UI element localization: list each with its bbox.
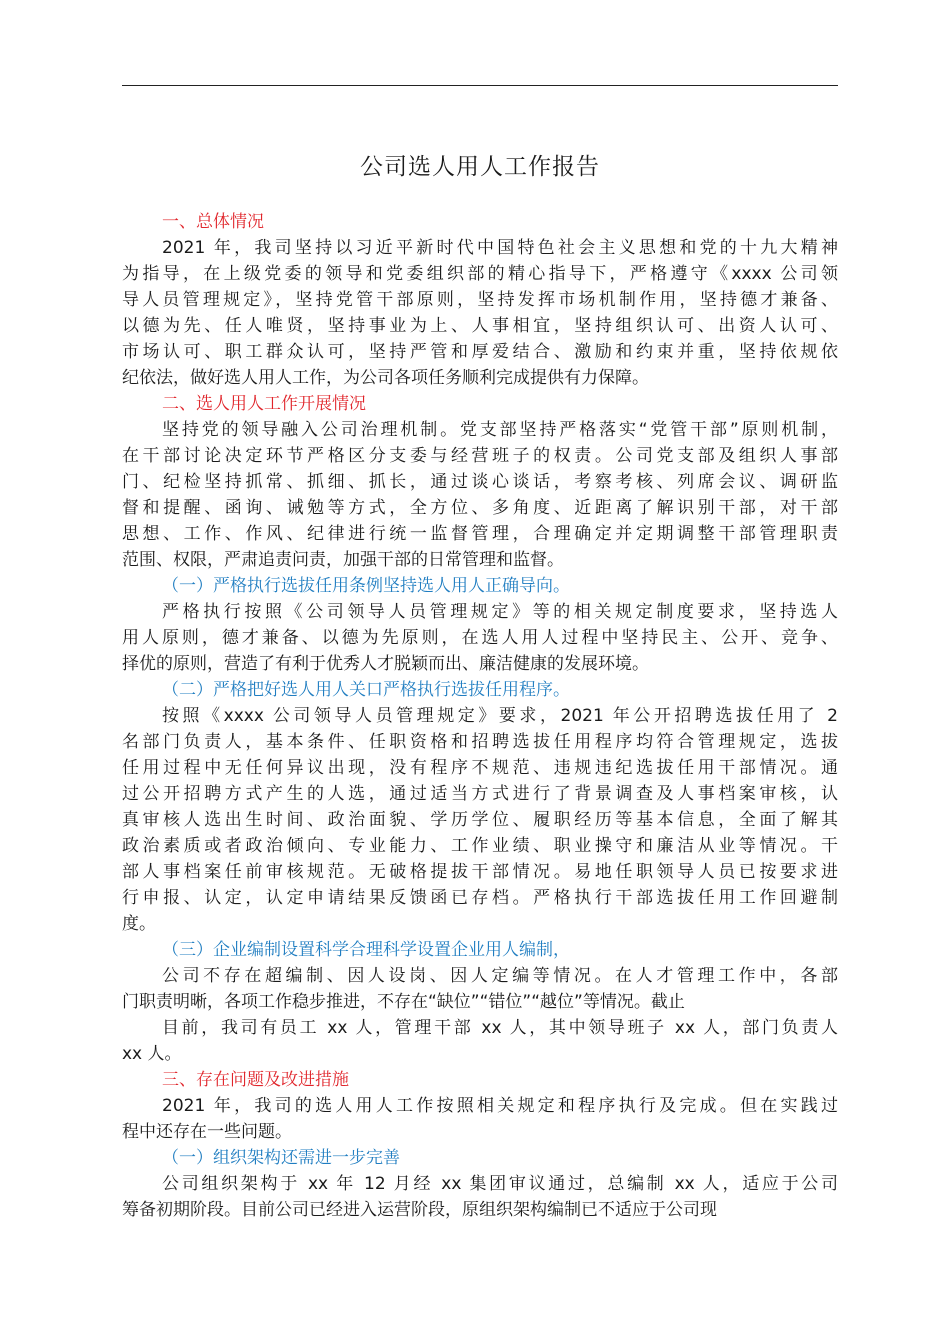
section-heading: 一、总体情况 — [162, 212, 264, 232]
section-heading: 三、存在问题及改进措施 — [162, 1070, 349, 1090]
subsection-heading: （三）企业编制设置科学合理科学设置企业用人编制， — [162, 940, 570, 960]
paragraph-line: 2021 年，我司坚持以习近平新时代中国特色社会主义思想和党的十九大精神 — [162, 238, 838, 258]
paragraph-line: 度。 — [122, 914, 156, 934]
paragraph-line: 2021 年，我司的选人用人工作按照相关规定和程序执行及完成。但在实践过 — [162, 1096, 838, 1116]
paragraph-line: 严格执行按照《公司领导人员管理规定》等的相关规定制度要求，坚持选人 — [162, 602, 838, 622]
paragraph-line: 真审核人选出生时间、政治面貌、学历学位、履职经历等基本信息，全面了解其 — [122, 810, 838, 830]
subsection-heading: （一）组织架构还需进一步完善 — [162, 1148, 400, 1168]
paragraph-line: 行申报、认定，认定申请结果反馈函已存档。严格执行干部选拔任用工作回避制 — [122, 888, 838, 908]
subsection-heading: （一）严格执行选拔任用条例坚持选人用人正确导向。 — [162, 576, 570, 596]
paragraph-line: 导人员管理规定》，坚持党管干部原则，坚持发挥市场机制作用，坚持德才兼备、 — [122, 290, 838, 310]
paragraph-line: 督和提醒、函询、诫勉等方式，全方位、多角度、近距离了解识别干部，对干部 — [122, 498, 838, 518]
document-body — [122, 209, 838, 1223]
paragraph-line: 纪依法，做好选人用人工作，为公司各项任务顺利完成提供有力保障。 — [122, 368, 649, 388]
subsection-heading: （二）严格把好选人用人关口严格执行选拔任用程序。 — [162, 680, 570, 700]
paragraph-line: 用人原则，德才兼备、以德为先原则，在选人用人过程中坚持民主、公开、竞争、 — [122, 628, 838, 648]
paragraph-line: 筹备初期阶段。目前公司已经进入运营阶段，原组织架构编制已不适应于公司现 — [122, 1200, 717, 1220]
paragraph-line: 目前，我司有员工 xx 人，管理干部 xx 人，其中领导班子 xx 人，部门负责人 — [162, 1018, 838, 1038]
paragraph-line: 择优的原则，营造了有利于优秀人才脱颖而出、廉洁健康的发展环境。 — [122, 654, 649, 674]
paragraph-line: 范围、权限，严肃追责问责，加强干部的日常管理和监督。 — [122, 550, 564, 570]
paragraph-line: 程中还存在一些问题。 — [122, 1122, 292, 1142]
paragraph-line: 部人事档案任前审核规范。无破格提拔干部情况。易地任职领导人员已按要求进 — [122, 862, 838, 882]
section-heading: 二、选人用人工作开展情况 — [162, 394, 366, 414]
paragraph-line: 名部门负责人，基本条件、任职资格和招聘选拔任用程序均符合管理规定，选拔 — [122, 732, 838, 752]
paragraph-line: 坚持党的领导融入公司治理机制。党支部坚持严格落实“党管干部”原则机制， — [162, 420, 838, 440]
paragraph-line: 公司不存在超编制、因人设岗、因人定编等情况。在人才管理工作中，各部 — [162, 966, 838, 986]
paragraph-line: 公司组织架构于 xx 年 12 月经 xx 集团审议通过，总编制 xx 人，适应于公司 — [162, 1174, 838, 1194]
paragraph-line: 门、纪检坚持抓常、抓细、抓长，通过谈心谈话，考察考核、列席会议、调研监 — [122, 472, 838, 492]
paragraph-line: 任用过程中无任何异议出现，没有程序不规范、违规违纪选拔任用干部情况。通 — [122, 758, 838, 778]
paragraph-line: xx 人。 — [122, 1044, 182, 1064]
paragraph-line: 门职责明晰，各项工作稳步推进，不存在“缺位”“错位”“越位”等情况。截止 — [122, 992, 685, 1012]
paragraph-line: 为指导，在上级党委的领导和党委组织部的精心指导下，严格遵守《xxxx 公司领 — [122, 264, 838, 284]
paragraph-line: 以德为先、任人唯贤，坚持事业为上、人事相宜，坚持组织认可、出资人认可、 — [122, 316, 838, 336]
header-rule — [122, 85, 838, 86]
paragraph-line: 按照《xxxx 公司领导人员管理规定》要求，2021 年公开招聘选拔任用了 2 — [162, 706, 838, 726]
paragraph-line: 政治素质或者政治倾向、专业能力、工作业绩、职业操守和廉洁从业等情况。干 — [122, 836, 838, 856]
paragraph-line: 过公开招聘方式产生的人选，通过适当方式进行了背景调查及人事档案审核，认 — [122, 784, 838, 804]
paragraph-line: 市场认可、职工群众认可，坚持严管和厚爱结合、激励和约束并重，坚持依规依 — [122, 342, 838, 362]
paragraph-line: 在干部讨论决定环节严格区分支委与经营班子的权责。公司党支部及组织人事部 — [122, 446, 838, 466]
document-title: 公司选人用人工作报告 — [360, 154, 600, 180]
paragraph-line: 思想、工作、作风、纪律进行统一监督管理，合理确定并定期调整干部管理职责 — [122, 524, 838, 544]
